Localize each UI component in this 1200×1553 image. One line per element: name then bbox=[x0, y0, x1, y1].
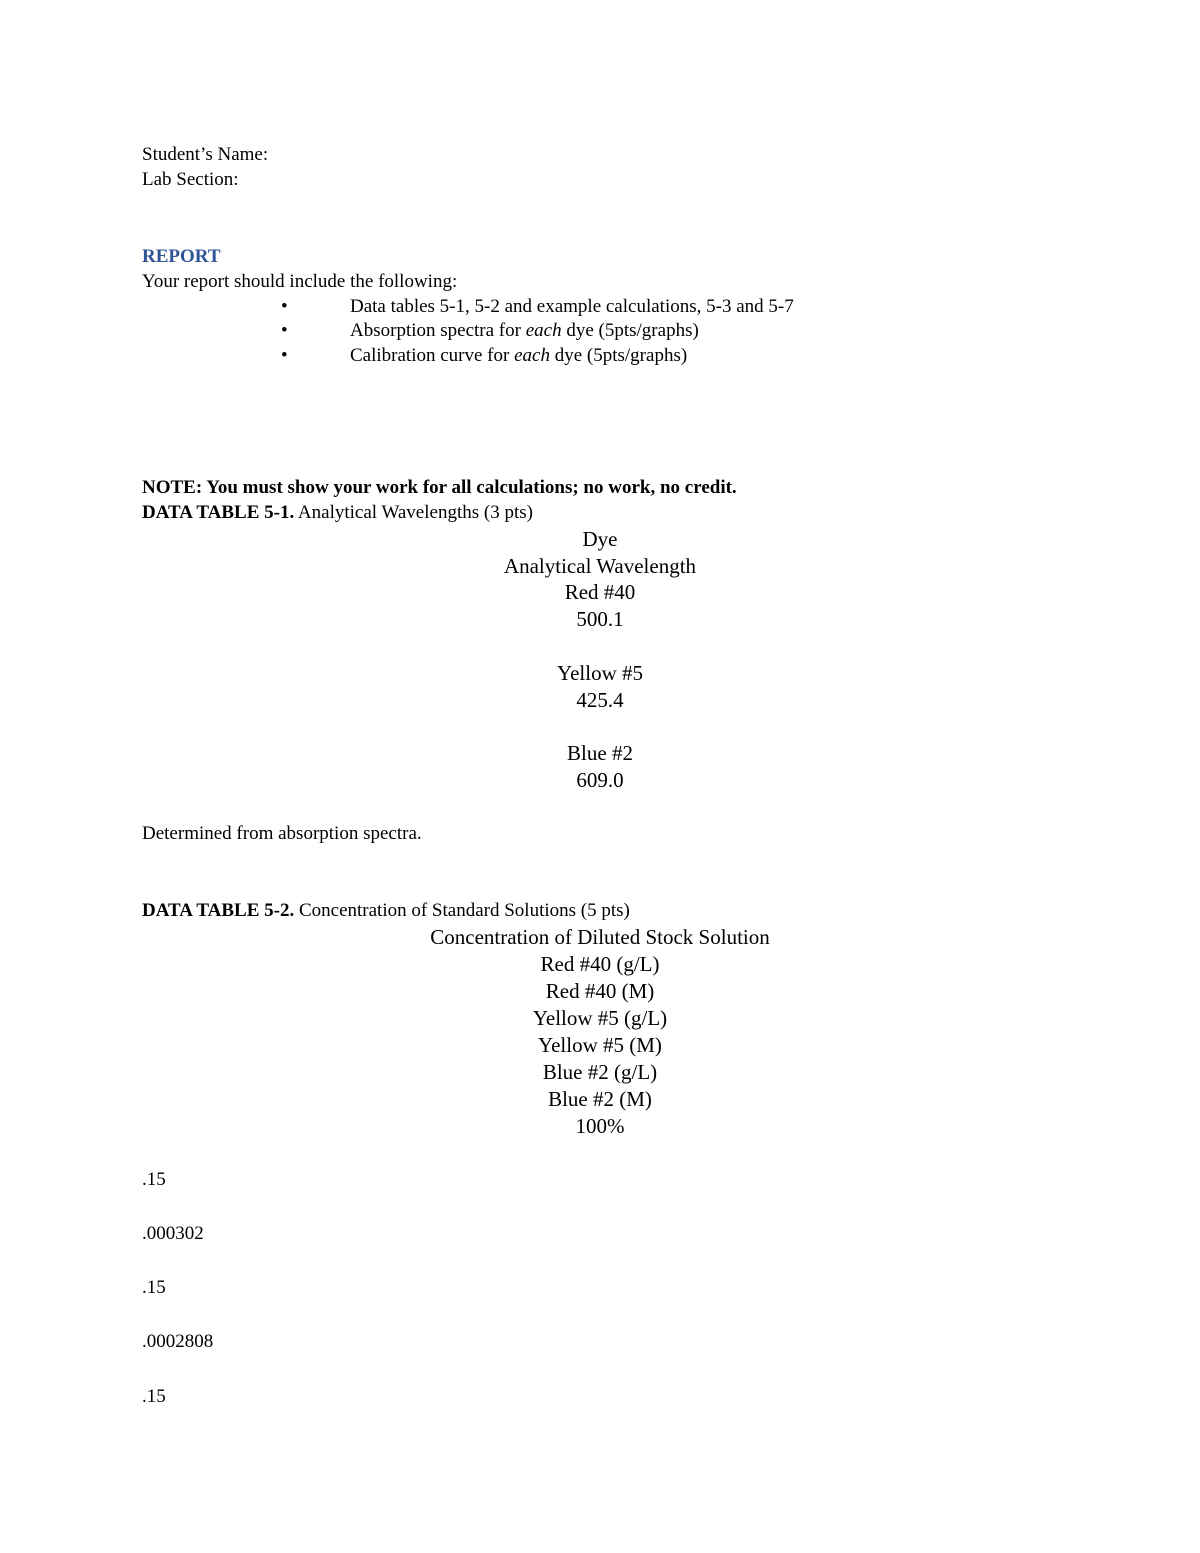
table-header: Yellow #5 (g/L) bbox=[532, 1006, 668, 1030]
table-cell-value: .0002808 bbox=[142, 1331, 214, 1352]
table-header-wavelength: Analytical Wavelength bbox=[503, 554, 697, 578]
table-header: Blue #2 (g/L) bbox=[542, 1060, 658, 1084]
bullet-icon: • bbox=[281, 345, 288, 366]
list-item: Calibration curve for each dye (5pts/graphs) bbox=[350, 345, 688, 366]
table-cell-value: .15 bbox=[142, 1386, 166, 1407]
table-cell-wavelength: 425.4 bbox=[576, 688, 624, 712]
table-header: Blue #2 (M) bbox=[548, 1087, 652, 1111]
table-header: Yellow #5 (M) bbox=[538, 1033, 662, 1057]
student-name-label: Student’s Name: bbox=[142, 144, 269, 165]
report-heading: REPORT bbox=[142, 246, 221, 267]
table-cell-dye: Yellow #5 bbox=[557, 661, 643, 685]
table-5-1-caption: DATA TABLE 5-1. Analytical Wavelengths (3 pts) bbox=[142, 502, 533, 523]
table-header: Red #40 (M) bbox=[545, 979, 655, 1003]
table-5-1-footnote: Determined from absorption spectra. bbox=[142, 823, 422, 844]
report-intro: Your report should include the following: bbox=[142, 271, 458, 292]
table-header-concentration: Concentration of Diluted Stock Solution bbox=[430, 925, 770, 949]
table-cell-wavelength: 609.0 bbox=[576, 768, 624, 792]
table-header: Red #40 (g/L) bbox=[540, 952, 660, 976]
table-row-label: 100% bbox=[575, 1114, 625, 1138]
table-cell-dye: Blue #2 bbox=[567, 741, 633, 765]
table-cell-value: .000302 bbox=[142, 1223, 204, 1244]
note-text: NOTE: You must show your work for all calculations; no work, no credit. bbox=[142, 477, 737, 498]
lab-section-label: Lab Section: bbox=[142, 169, 239, 190]
table-cell-value: .15 bbox=[142, 1277, 166, 1298]
list-item: Absorption spectra for each dye (5pts/graphs) bbox=[350, 320, 699, 341]
table-cell-value: .15 bbox=[142, 1169, 166, 1190]
table-cell-wavelength: 500.1 bbox=[576, 607, 624, 631]
bullet-icon: • bbox=[281, 296, 288, 317]
bullet-icon: • bbox=[281, 320, 288, 341]
table-5-2-caption: DATA TABLE 5-2. Concentration of Standard Solutions (5 pts) bbox=[142, 900, 630, 921]
table-header-dye: Dye bbox=[582, 527, 618, 551]
list-item: Data tables 5-1, 5-2 and example calculations, 5-3 and 5-7 bbox=[350, 296, 794, 317]
table-cell-dye: Red #40 bbox=[564, 580, 636, 604]
